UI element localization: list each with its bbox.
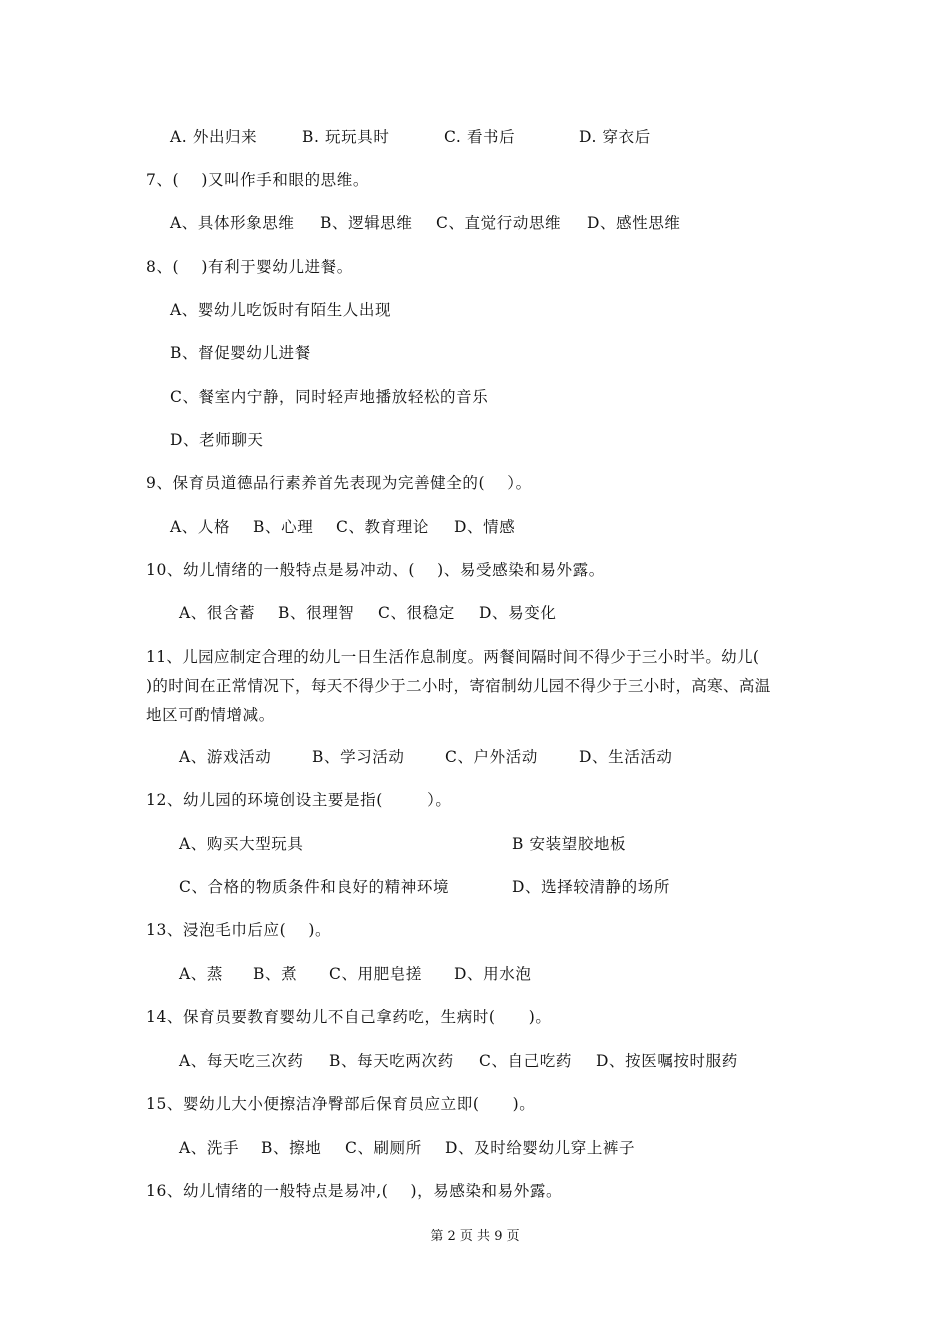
question-stem: 13、浸泡毛巾后应( )。: [146, 921, 332, 939]
option-d: D、选择较清静的场所: [512, 878, 670, 896]
option-c: C、合格的物质条件和良好的精神环境: [179, 878, 450, 896]
option-b: B、煮: [253, 965, 298, 983]
option-c: C、直觉行动思维: [436, 214, 562, 232]
option-b: B、擦地: [261, 1139, 322, 1157]
option-c: C. 看书后: [444, 128, 516, 146]
page-number-footer: 第 2 页 共 9 页: [430, 1229, 520, 1244]
option-a: A、洗手: [179, 1139, 240, 1157]
option-d: D、情感: [454, 518, 516, 536]
option-b: B、心理: [253, 518, 314, 536]
option-a: A、蒸: [179, 965, 223, 983]
option-c: C、户外活动: [445, 748, 538, 766]
option-a: A、具体形象思维: [170, 214, 295, 232]
question-stem: 9、保育员道德品行素养首先表现为完善健全的( ）。: [146, 474, 532, 492]
option-d: D、生活活动: [579, 748, 673, 766]
option-a: A、人格: [170, 518, 231, 536]
option-b: B 安装望胶地板: [512, 835, 627, 853]
question-stem-line-1: 11、儿园应制定合理的幼儿一日生活作息制度。两餐间隔时间不得少于三小时半。幼儿(: [146, 648, 760, 666]
option-a: A、游戏活动: [179, 748, 272, 766]
option-a: A. 外出归来: [170, 128, 258, 146]
option-d: D. 穿衣后: [579, 128, 651, 146]
option-b: B、逻辑思维: [320, 214, 413, 232]
option-a: A、每天吃三次药: [179, 1052, 304, 1070]
option-c: C、餐室内宁静，同时轻声地播放轻松的音乐: [170, 388, 489, 406]
option-c: C、教育理论: [336, 518, 429, 536]
question-stem: 16、幼儿情绪的一般特点是易冲,( )，易感染和易外露。: [146, 1182, 563, 1200]
option-a: A、购买大型玩具: [179, 835, 304, 853]
question-stem-line-3: 地区可酌情增减。: [146, 706, 275, 724]
question-stem: 10、幼儿情绪的一般特点是易冲动、( )、易受感染和易外露。: [146, 561, 605, 579]
option-a: A、婴幼儿吃饭时有陌生人出现: [170, 301, 392, 319]
question-stem: 14、保育员要教育婴幼儿不自己拿药吃，生病时( )。: [146, 1008, 552, 1026]
option-b: B. 玩玩具时: [302, 128, 390, 146]
option-c: C、很稳定: [378, 604, 455, 622]
option-d: D、按医嘱按时服药: [596, 1052, 738, 1070]
option-d: D、易变化: [479, 604, 557, 622]
option-b: B、学习活动: [312, 748, 405, 766]
option-d: D、感性思维: [587, 214, 681, 232]
question-stem: 8、( )有利于婴幼儿进餐。: [146, 258, 353, 276]
option-c: C、刷厕所: [345, 1139, 422, 1157]
option-b: B、督促婴幼儿进餐: [170, 344, 311, 362]
option-d: D、用水泡: [454, 965, 532, 983]
option-d: D、老师聊天: [170, 431, 264, 449]
question-stem-line-2: )的时间在正常情况下，每天不得少于二小时，寄宿制幼儿园不得少于三小时，高寒、高温: [146, 677, 771, 695]
option-c: C、用肥皂搓: [329, 965, 422, 983]
option-b: B、每天吃两次药: [329, 1052, 454, 1070]
question-stem: 12、幼儿园的环境创设主要是指( ）。: [146, 791, 452, 809]
question-stem: 15、婴幼儿大小便擦洁净臀部后保育员应立即( )。: [146, 1095, 536, 1113]
option-c: C、自己吃药: [479, 1052, 572, 1070]
option-d: D、及时给婴幼儿穿上裤子: [445, 1139, 636, 1157]
option-b: B、很理智: [278, 604, 355, 622]
option-a: A、很含蓄: [179, 604, 256, 622]
question-stem: 7、( )又叫作手和眼的思维。: [146, 171, 369, 189]
